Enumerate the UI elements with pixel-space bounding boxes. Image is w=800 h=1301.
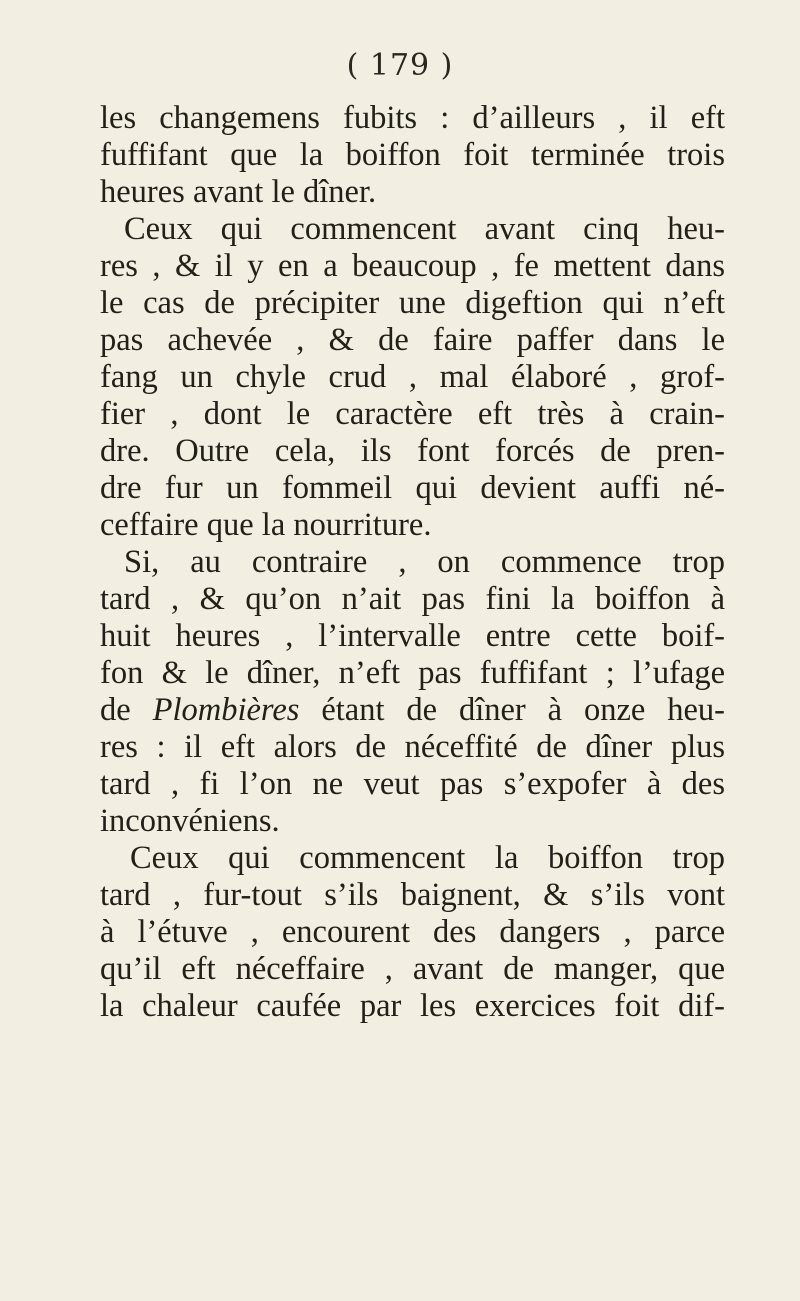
text-line: pas achevée , & de faire paffer dans le — [100, 322, 725, 358]
text-line: res : il eft alors de néceffité de dîner plus — [100, 729, 725, 765]
text-line: fang un chyle crud , mal élaboré , grof- — [100, 359, 725, 395]
text-line: inconvéniens. — [100, 803, 280, 839]
text-line: la chaleur caufée par les exercices foit dif- — [100, 988, 725, 1024]
text-segment: étant de dîner à onze heu- — [299, 692, 725, 728]
text-line: dre. Outre cela, ils font forcés de pren- — [100, 433, 725, 469]
text-line: tard , fur-tout s’ils baignent, & s’ils vont — [100, 877, 725, 913]
text-line: Si, au contraire , on commence trop — [124, 544, 725, 580]
text-line: res , & il y en a beaucoup , fe mettent dans — [100, 248, 725, 284]
text-line: Ceux qui commencent la boiffon trop — [130, 840, 725, 876]
text-line: huit heures , l’intervalle entre cette boif- — [100, 618, 725, 654]
text-line: Ceux qui commencent avant cinq heu- — [124, 211, 725, 247]
text-line: qu’il eft néceffaire , avant de manger, que — [100, 951, 725, 987]
text-line: fier , dont le caractère eft très à crain- — [100, 396, 725, 432]
page-number: ( 179 ) — [346, 48, 454, 83]
body-text — [100, 100, 725, 1025]
place-name-italic: Plombières — [152, 692, 300, 728]
text-line: dre fur un fommeil qui devient auffi né- — [100, 470, 725, 506]
text-line: fon & le dîner, n’eft pas fuffifant ; l’ufage — [100, 655, 725, 691]
text-line: le cas de précipiter une digeftion qui n’eft — [100, 285, 725, 321]
text-line: tard , & qu’on n’ait pas fini la boiffon à — [100, 581, 725, 617]
text-line: ceffaire que la nourriture. — [100, 507, 432, 543]
text-line-with-italic — [100, 692, 725, 729]
text-segment: de — [100, 692, 153, 728]
text-line: tard , fi l’on ne veut pas s’expofer à des — [100, 766, 725, 802]
text-line: les changemens fubits : d’ailleurs , il eft — [100, 100, 725, 136]
text-line: fuffifant que la boiffon foit terminée trois — [100, 137, 725, 173]
text-line: à l’étuve , encourent des dangers , parce — [100, 914, 725, 950]
text-line: heures avant le dîner. — [100, 174, 377, 210]
